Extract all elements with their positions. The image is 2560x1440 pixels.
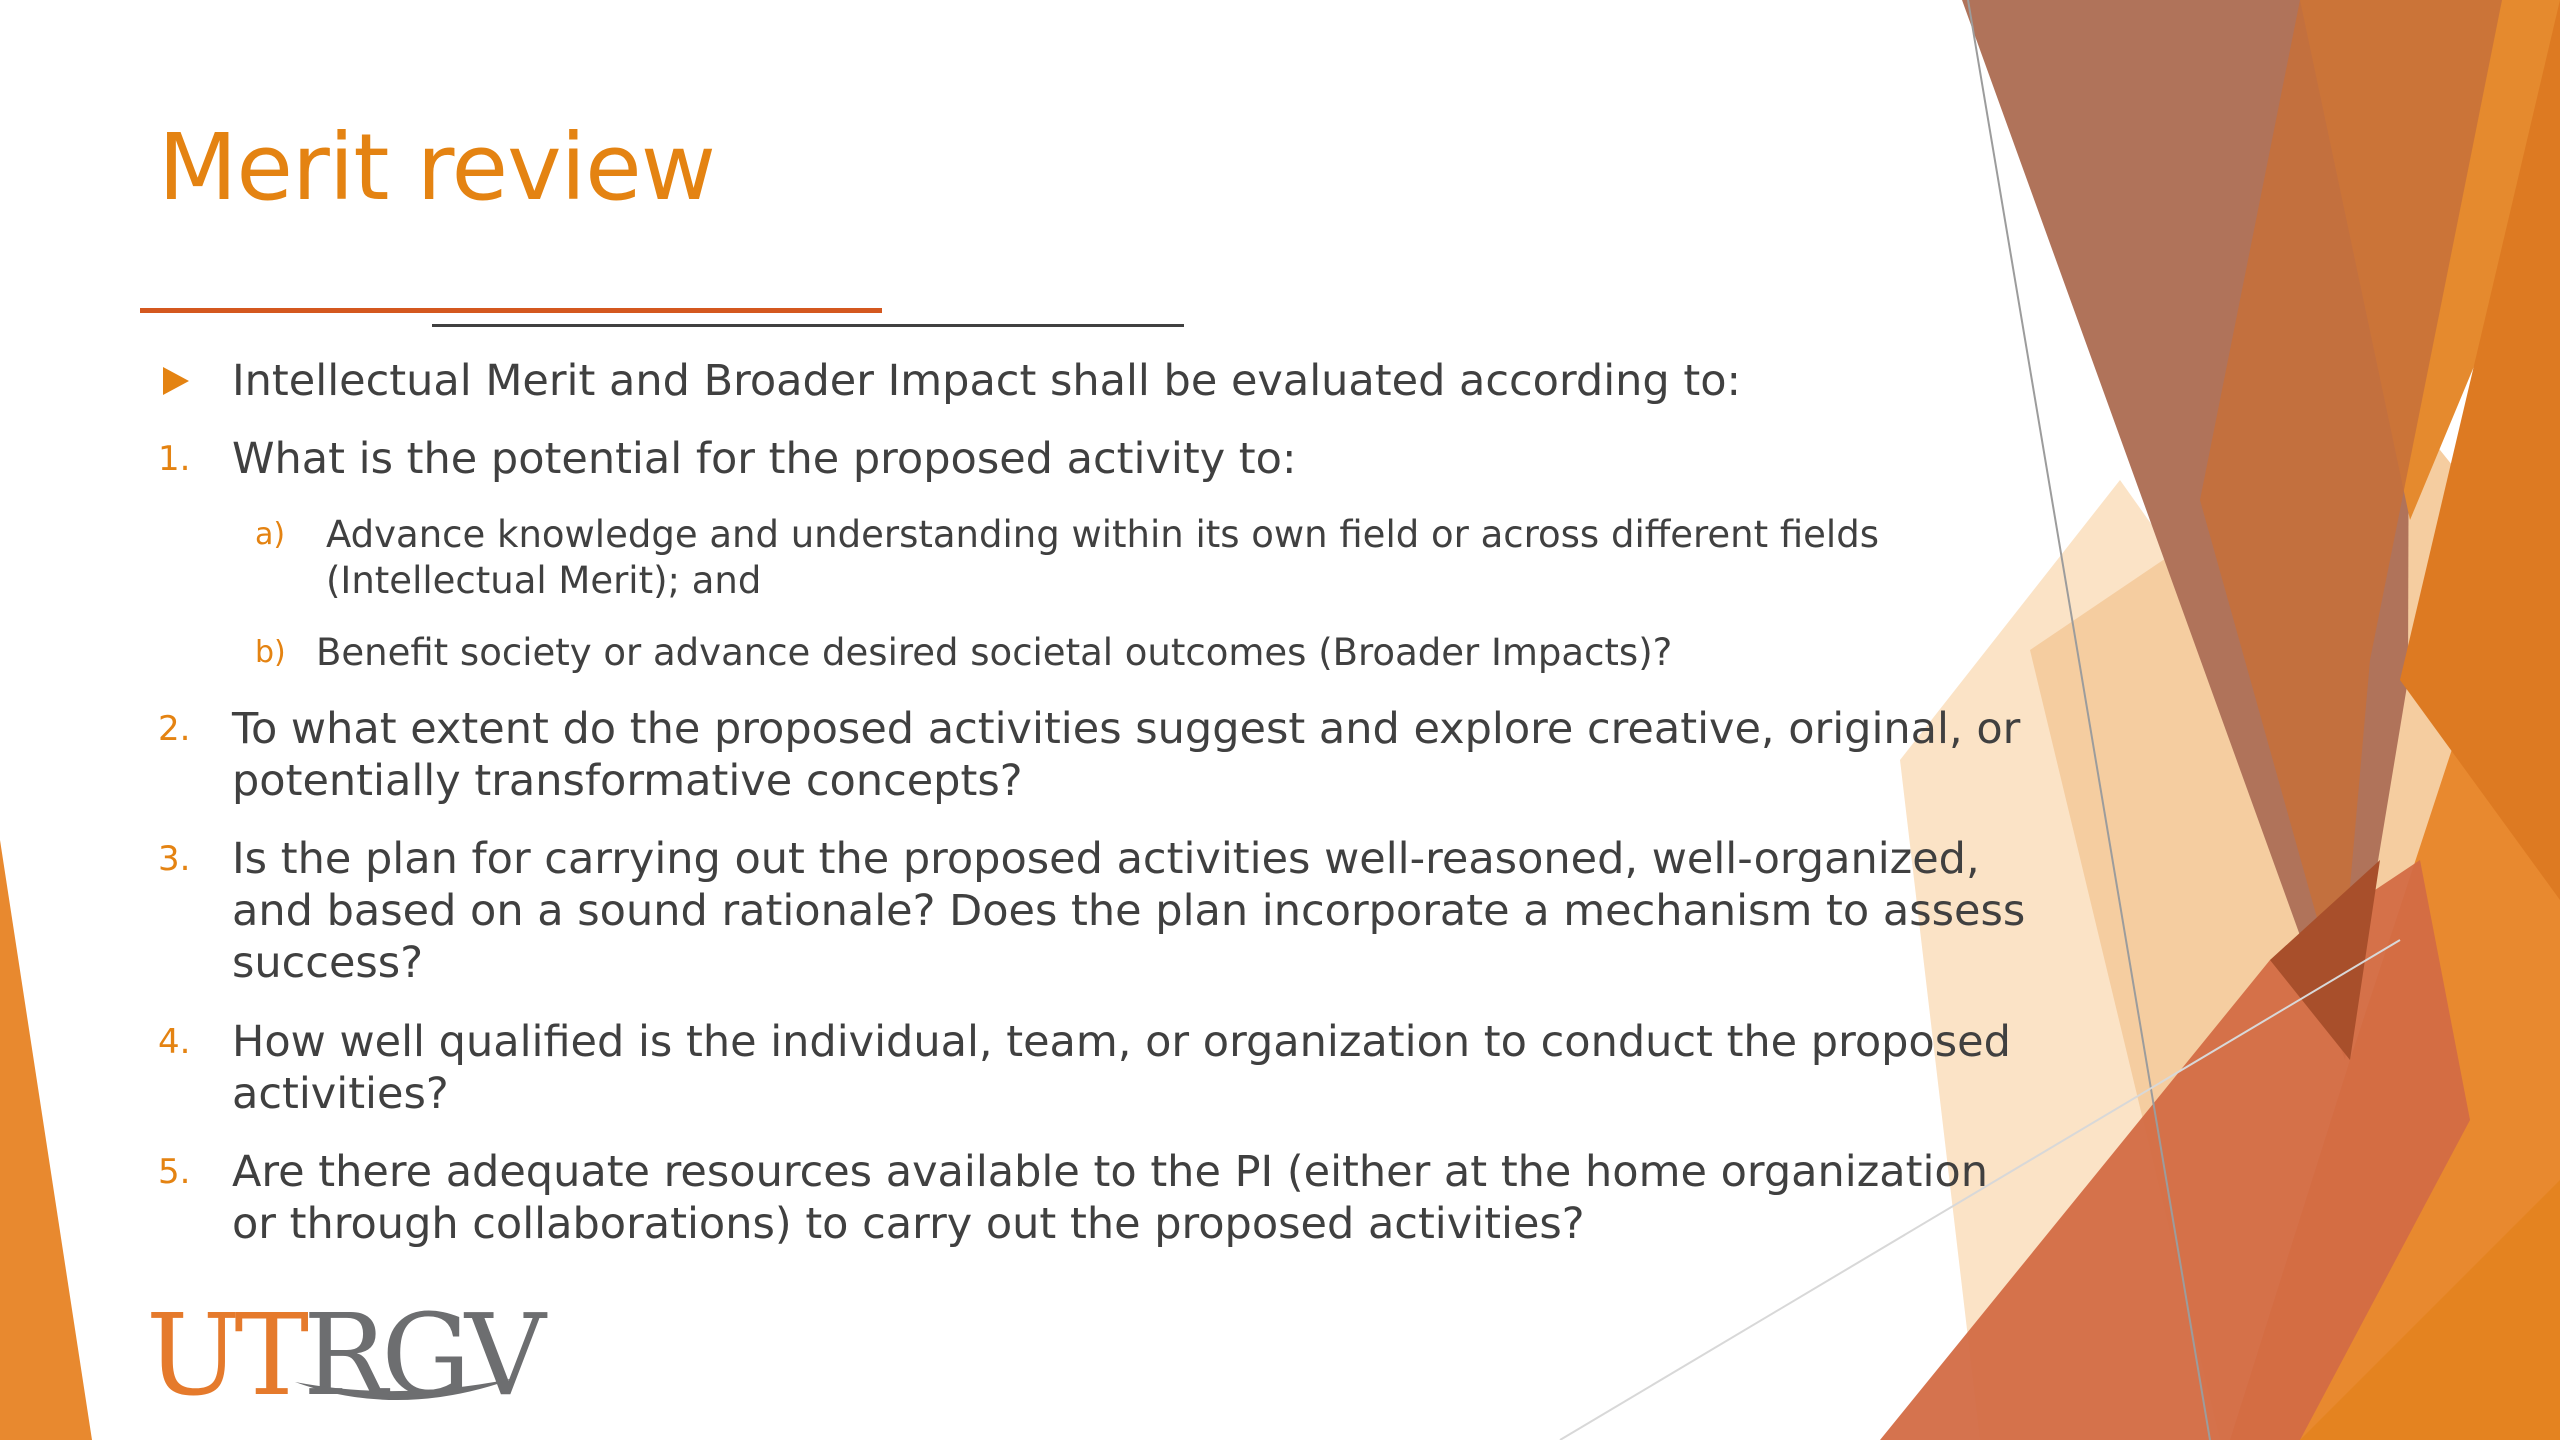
list-marker: 1.: [158, 439, 191, 479]
list-item-text: What is the potential for the proposed activity to:: [232, 434, 1297, 484]
logo-rgv: RGV: [303, 1291, 540, 1421]
intro-text: Intellectual Merit and Broader Impact shall be evaluated according to:: [232, 356, 1742, 406]
slide-title: Merit review: [158, 114, 715, 221]
list-item-text-line-1: How well qualified is the individual, team, or organization to conduct the proposed: [232, 1017, 2011, 1067]
triangle-bullet-icon: [163, 367, 189, 395]
list-item-text-line-2: and based on a sound rationale? Does the plan incorporate a mechanism to assess: [232, 886, 2026, 936]
list-item-text-line-1: Are there adequate resources available to the PI (either at the home organization: [232, 1147, 1988, 1197]
sub-item-text-line-1: Benefit society or advance desired societal outcomes (Broader Impacts)?: [316, 631, 1673, 674]
list-marker: 3.: [158, 839, 191, 879]
sub-marker: a): [255, 517, 286, 552]
logo-ut: UT: [146, 1291, 304, 1421]
list-item-text-line-1: Is the plan for carrying out the proposed activities well-reasoned, well-organized,: [232, 834, 1980, 884]
logo-swoosh-icon: [290, 1372, 520, 1412]
list-item-text-line-2: activities?: [232, 1069, 449, 1119]
list-marker: 4.: [158, 1022, 191, 1062]
list-item-text-line-3: success?: [232, 938, 424, 988]
sub-item-text-line-1: Advance knowledge and understanding within its own field or across different fields: [326, 513, 1879, 556]
list-marker: 2.: [158, 709, 191, 749]
sub-marker: b): [255, 635, 286, 670]
list-item-text-line-1: To what extent do the proposed activities suggest and explore creative, original, or: [232, 704, 2021, 754]
sub-item-text-line-2: (Intellectual Merit); and: [326, 559, 762, 602]
list-item-text-line-2: or through collaborations) to carry out the proposed activities?: [232, 1199, 1585, 1249]
list-item-text-line-2: potentially transformative concepts?: [232, 756, 1023, 806]
list-marker: 5.: [158, 1152, 191, 1192]
